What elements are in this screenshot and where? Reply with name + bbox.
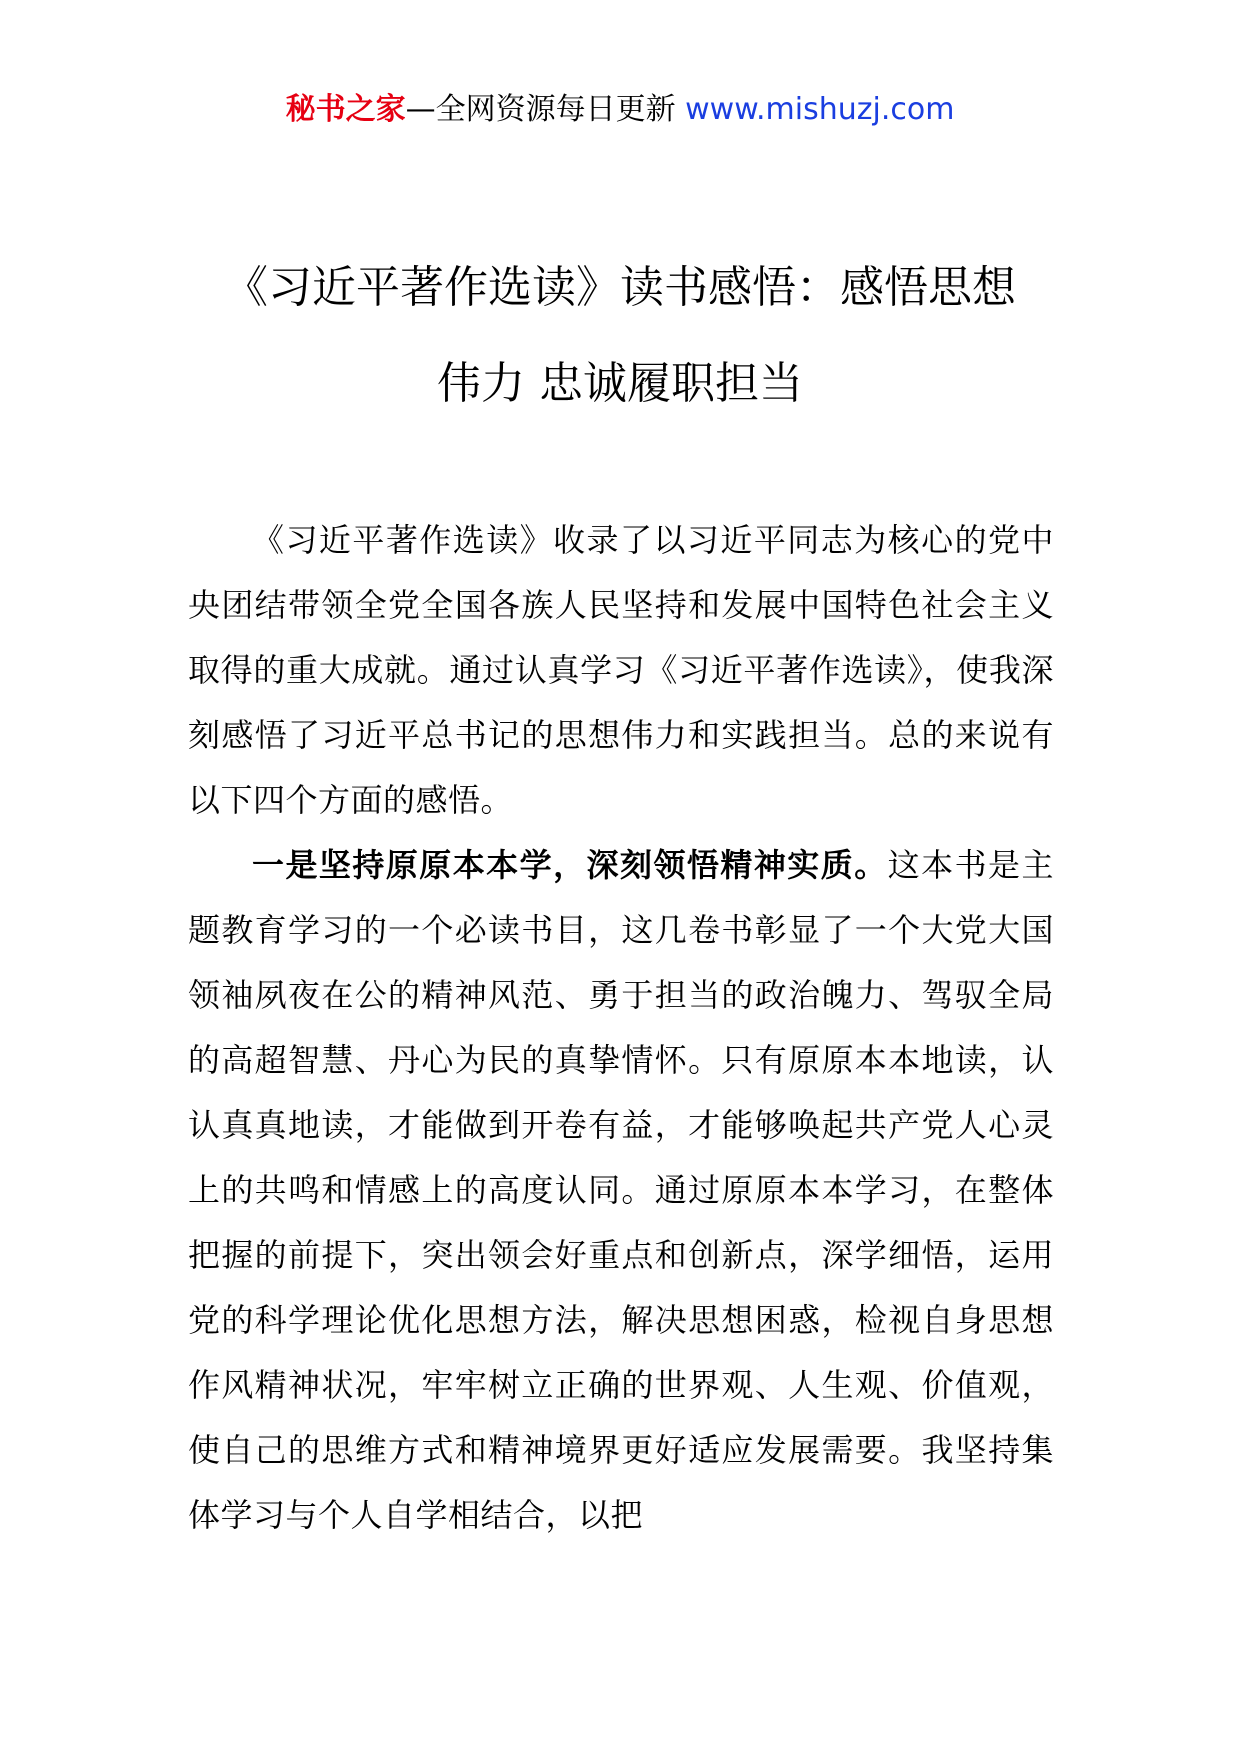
document-title-line-2: 伟力 忠诚履职担当 <box>437 358 803 409</box>
paragraph-point-one <box>188 833 1054 1548</box>
paragraph-point-one-text: 这本书是主题教育学习的一个必读书目，这几卷书彰显了一个大党大国领袖夙夜在公的精神风范、勇于担当的政治魄力、驾驭全局的高超智慧、丹心为民的真挚情怀。只有原原本本地读，认认真真地读，才能做到开卷有益，才能够唤起共产党人心灵上的共鸣和情感上的高度认同。通过原原本本学习，在整体把握的前提下，突出领会好重点和创新点，深学细悟，运用党的科学理论优化思想方法，解决思想困惑，检视自身思想作风精神状况，牢牢树立正确的世界观、人生观、价值观，使自己的思维方式和精神境界更好适应发展需要。我坚持集体学习与个人自学相结合，以把 <box>188 846 1054 1534</box>
site-brand: 秘书之家 <box>285 92 406 127</box>
document-title <box>180 240 1060 432</box>
site-header <box>0 88 1240 132</box>
paragraph-intro <box>188 508 1054 833</box>
site-tagline: —全网资源每日更新 <box>405 92 686 127</box>
document-body <box>188 508 1054 1548</box>
document-title-line-1: 《习近平著作选读》读书感悟：感悟思想 <box>224 262 1016 313</box>
site-url-link[interactable]: www.mishuzj.com <box>685 92 955 127</box>
paragraph-point-one-lead: 一是坚持原原本本学，深刻领悟精神实质。 <box>252 846 888 884</box>
paragraph-intro-text: 《习近平著作选读》收录了以习近平同志为核心的党中央团结带领全党全国各族人民坚持和发展中国特色社会主义取得的重大成就。通过认真学习《习近平著作选读》，使我深刻感悟了习近平总书记的思想伟力和实践担当。总的来说有以下四个方面的感悟。 <box>188 521 1054 819</box>
